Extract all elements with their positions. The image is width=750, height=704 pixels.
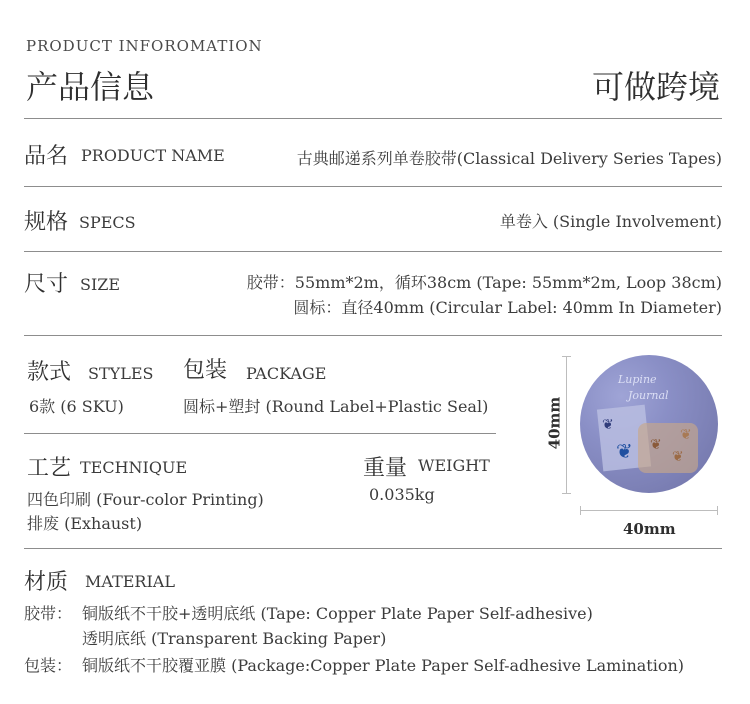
size-label-en: SIZE xyxy=(80,275,121,294)
weight-label-en: WEIGHT xyxy=(418,456,490,475)
styles-label-en: STYLES xyxy=(88,364,154,383)
specs-label-zh: 规格 xyxy=(24,210,69,235)
technique-value-1: 四色印刷 (Four-color Printing) xyxy=(27,490,264,509)
cross-border-label: 可做跨境 xyxy=(591,68,720,106)
round-label-image xyxy=(580,355,718,493)
dimension-tick xyxy=(562,356,571,357)
specs-label-en: SPECS xyxy=(79,213,136,232)
technique-value-2: 排废 (Exhaust) xyxy=(27,514,143,533)
material-package-prefix: 包装： xyxy=(24,656,73,675)
material-package-value: 铜版纸不干胶覆亚膜 (Package:Copper Plate Paper Self-adhesive Lamination) xyxy=(82,656,685,675)
technique-label-en: TECHNIQUE xyxy=(80,458,188,477)
material-label-en: MATERIAL xyxy=(85,572,175,591)
weight-value: 0.035kg xyxy=(369,485,435,504)
name-label-en: PRODUCT NAME xyxy=(81,146,225,165)
material-label-zh: 材质 xyxy=(24,570,69,595)
butterfly-icon: ❦ xyxy=(602,417,614,433)
width-dimension-label: 40mm xyxy=(623,520,676,538)
section-title-zh: 产品信息 xyxy=(26,68,155,106)
size-value-label: 圆标：直径40mm (Circular Label: 40mm In Diameter) xyxy=(293,298,722,317)
dimension-tick xyxy=(717,506,718,515)
package-value: 圆标+塑封 (Round Label+Plastic Seal) xyxy=(183,397,489,416)
butterfly-icon: ❦ xyxy=(650,437,662,453)
package-label-en: PACKAGE xyxy=(246,364,327,383)
section-title-en: PRODUCT INFOROMATION xyxy=(26,37,263,55)
butterfly-icon: ❦ xyxy=(616,439,633,463)
styles-value: 6款 (6 SKU) xyxy=(29,397,124,416)
height-dimension-label: 40mm xyxy=(545,396,564,450)
styles-label-zh: 款式 xyxy=(27,360,72,385)
width-dimension-line xyxy=(580,510,718,511)
specs-value: 单卷入 (Single Involvement) xyxy=(499,212,722,231)
material-backing-value: 透明底纸 (Transparent Backing Paper) xyxy=(82,629,387,648)
size-value-tape: 胶带：55mm*2m，循环38cm (Tape: 55mm*2m, Loop 38cm) xyxy=(246,273,722,292)
label-script-text: Lupine xyxy=(618,373,657,386)
divider xyxy=(24,251,722,252)
dimension-tick xyxy=(580,506,581,515)
divider xyxy=(24,433,496,434)
material-tape-value: 铜版纸不干胶+透明底纸 (Tape: Copper Plate Paper Self-adhesive) xyxy=(82,604,593,623)
height-dimension-line xyxy=(566,356,567,494)
butterfly-icon: ❦ xyxy=(680,427,692,443)
name-value: 古典邮递系列单卷胶带(Classical Delivery Series Tapes) xyxy=(296,149,722,168)
size-label-zh: 尺寸 xyxy=(24,272,69,297)
divider xyxy=(24,186,722,187)
weight-label-zh: 重量 xyxy=(363,456,408,481)
technique-label-zh: 工艺 xyxy=(27,456,72,481)
divider xyxy=(24,118,722,119)
butterfly-icon: ❦ xyxy=(672,449,684,465)
package-label-zh: 包装 xyxy=(183,358,228,383)
divider xyxy=(24,335,722,336)
name-label-zh: 品名 xyxy=(24,144,69,169)
label-script-text: Journal xyxy=(628,389,669,402)
material-tape-prefix: 胶带： xyxy=(24,604,73,623)
divider xyxy=(24,548,722,549)
dimension-tick xyxy=(562,493,571,494)
